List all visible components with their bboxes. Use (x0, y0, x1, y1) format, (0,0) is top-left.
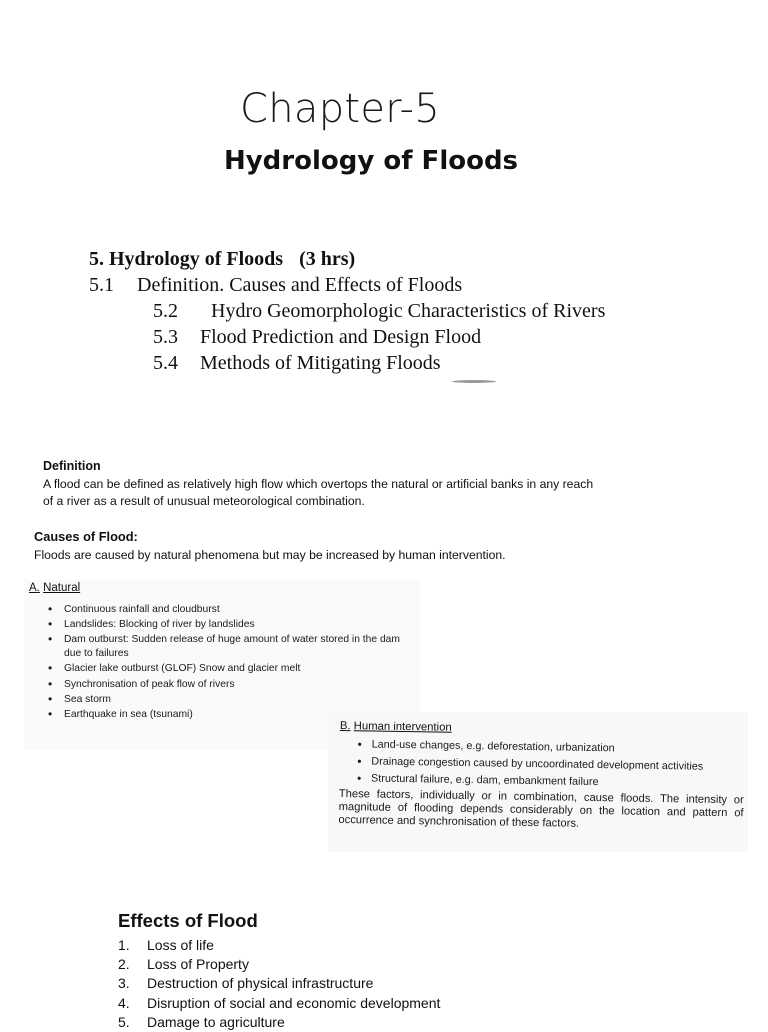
effects-heading: Effects of Flood (118, 910, 258, 931)
list-item: • Earthquake in sea (tsunami) (48, 708, 420, 722)
list-item-text: Destruction of physical infrastructure (147, 975, 374, 992)
definition-heading: Definition (43, 459, 101, 473)
syllabus-hours: (3 hrs) (299, 248, 356, 270)
natural-causes-list (48, 603, 420, 723)
list-item (118, 936, 440, 955)
effects-list (118, 936, 440, 1032)
list-item: • Structural failure, e.g. dam, embankment failure (357, 772, 759, 792)
definition-text (43, 476, 663, 510)
list-item-number: 2. (118, 956, 130, 973)
syllabus-item-text: Methods of Mitigating Floods (200, 352, 441, 374)
syllabus-item-text: Flood Prediction and Design Flood (200, 326, 482, 348)
list-item: • Landslides: Blocking of river by landslides (48, 618, 420, 632)
human-intervention-section (338, 720, 760, 834)
list-item-number: 3. (118, 975, 130, 992)
list-item: • Sea storm (48, 693, 420, 707)
list-item (118, 955, 440, 974)
page-title: Hydrology of Floods (223, 146, 519, 176)
syllabus-heading (89, 248, 355, 271)
list-item: • Drainage congestion caused by uncoordinated development activities (357, 755, 759, 775)
syllabus-item-text: Hydro Geomorphologic Characteristics of Rivers (211, 300, 606, 322)
syllabus-item (153, 326, 481, 349)
list-item: • Dam outburst: Sudden release of huge amount of water stored in the dam due to failures (48, 633, 420, 661)
natural-heading (29, 582, 80, 594)
list-item-number: 1. (118, 937, 130, 953)
definition-line: of a river as a result of unusual meteorological combination. (43, 494, 365, 508)
natural-heading-text: Natural (43, 582, 81, 594)
human-heading-text: Human intervention (353, 720, 452, 734)
chapter-title: Chapter-5 (240, 86, 440, 132)
causes-text: Floods are caused by natural phenomena but may be increased by human intervention. (34, 548, 506, 562)
list-item-number: 5. (118, 1013, 130, 1030)
syllabus-item (153, 300, 605, 323)
list-item: • Synchronisation of peak flow of rivers (48, 678, 420, 692)
list-item-number: 4. (118, 994, 130, 1011)
syllabus-item-number: 5.4 (153, 352, 178, 374)
syllabus-item (153, 352, 441, 375)
syllabus-heading-text: 5. Hydrology of Floods (89, 248, 284, 270)
list-item-text: Disruption of social and economic development (147, 994, 441, 1011)
list-item (118, 994, 440, 1013)
definition-line: A flood can be defined as relatively high flow which overtops the natural or artificial banks in any reach (43, 477, 594, 491)
syllabus-item-number: 5.2 (153, 300, 178, 322)
scan-smudge (452, 380, 496, 383)
list-item: • Land-use changes, e.g. deforestation, urbanization (357, 738, 759, 758)
syllabus-item-number: 5.3 (153, 326, 178, 348)
list-item: • Glacier lake outburst (GLOF) Snow and glacier melt (48, 662, 420, 676)
list-item (118, 1013, 440, 1032)
list-item-text: Loss of life (147, 937, 214, 953)
list-item-text: Damage to agriculture (147, 1013, 285, 1030)
natural-letter: A. (29, 582, 40, 594)
human-causes-list (339, 738, 760, 792)
causes-heading: Causes of Flood: (34, 529, 138, 544)
list-item (118, 974, 440, 993)
human-letter: B. (339, 720, 351, 733)
list-item-text: Loss of Property (147, 956, 249, 973)
human-paragraph: These factors, individually or in combination, cause floods. The intensity or magnitude of flooding depends considerably on the location and pattern of occurrence and synchronisation of these factors. (338, 788, 744, 831)
syllabus-item-number: 5.1 (89, 274, 114, 296)
syllabus-item (89, 274, 462, 297)
list-item: • Continuous rainfall and cloudburst (48, 603, 420, 617)
syllabus-item-text: Definition. Causes and Effects of Floods (137, 274, 463, 296)
